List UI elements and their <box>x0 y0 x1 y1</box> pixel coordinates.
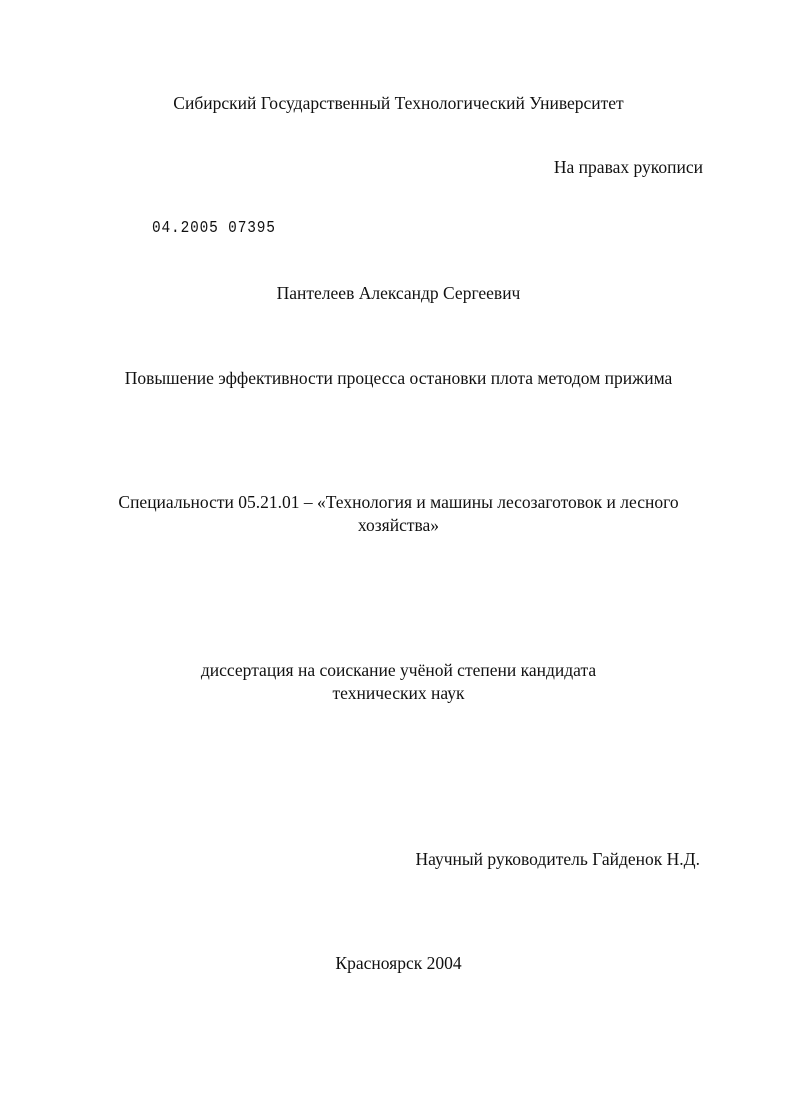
specialty-line-1: Специальности 05.21.01 – «Технология и машины лесозаготовок и лесного <box>118 492 679 512</box>
author-name: Пантелеев Александр Сергеевич <box>276 283 521 303</box>
degree-line-2: технических наук <box>332 683 465 703</box>
dissertation-title: Повышение эффективности процесса остановки плота методом прижима <box>124 368 673 388</box>
stamp-number: 04.2005 07395 <box>152 219 276 238</box>
university-name: Сибирский Государственный Технологический Университет <box>173 93 624 113</box>
supervisor: Научный руководитель Гайденок Н.Д. <box>415 849 700 869</box>
degree-line-1: диссертация на соискание учёной степени кандидата <box>200 660 597 680</box>
manuscript-rights-label: На правах рукописи <box>553 157 703 177</box>
specialty-line-2: хозяйства» <box>357 515 440 535</box>
city-year: Красноярск 2004 <box>335 953 462 973</box>
